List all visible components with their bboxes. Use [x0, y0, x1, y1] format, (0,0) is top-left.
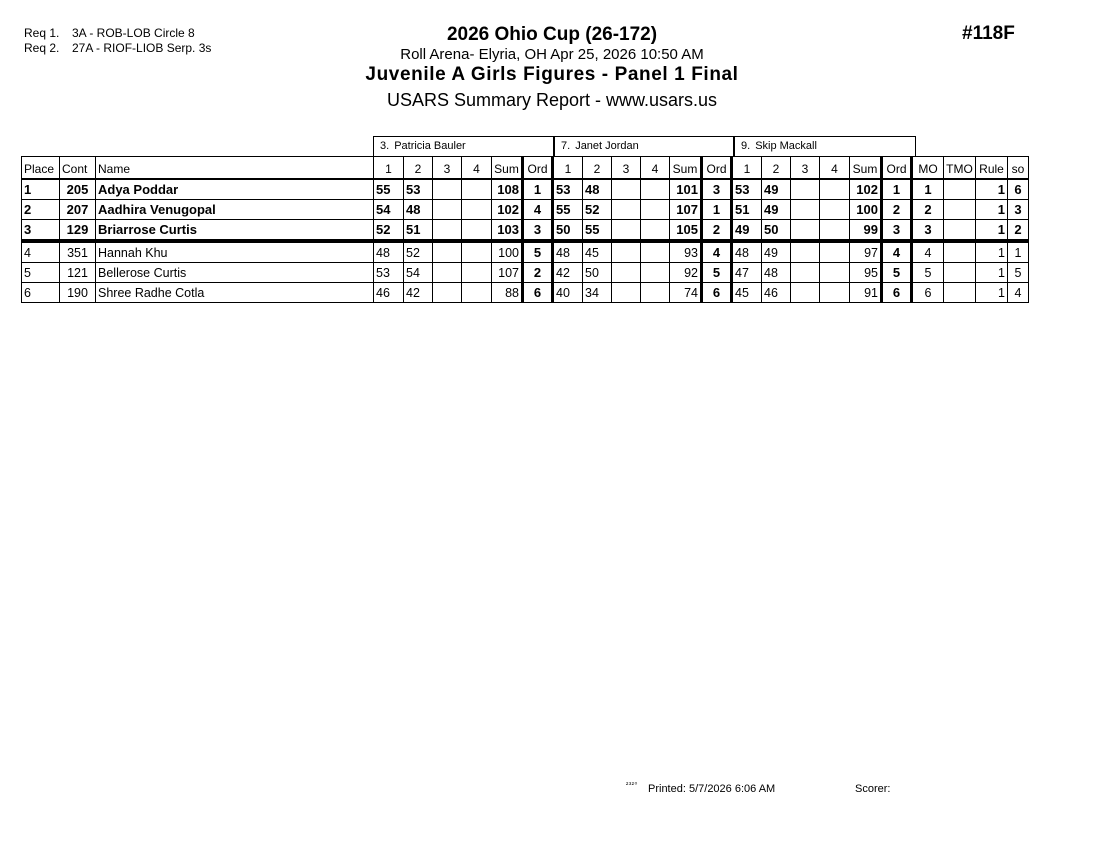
place-cell: 1	[22, 179, 60, 200]
col-j2-score1: 1	[553, 157, 583, 180]
judge2-sum-cell: 93	[670, 241, 702, 263]
judge2-score4-cell	[641, 263, 670, 283]
judge2-score4-cell	[641, 179, 670, 200]
judge2-score3-cell	[612, 241, 641, 263]
scorer-label: Scorer:	[855, 783, 891, 795]
judge3-score3-cell	[791, 263, 820, 283]
judge1-score2-cell: 42	[404, 283, 433, 303]
col-rule: Rule	[976, 157, 1008, 180]
judge3-score2-cell: 48	[762, 263, 791, 283]
col-j2-ord: Ord	[702, 157, 732, 180]
judge1-sum-cell: 88	[492, 283, 523, 303]
col-j3-score3: 3	[791, 157, 820, 180]
competition-title: 2026 Ohio Cup (26-172)	[446, 24, 658, 45]
judge-name: Janet Jordan	[575, 140, 639, 152]
judge-number: 7.	[561, 140, 571, 152]
judge2-score2-cell: 34	[583, 283, 612, 303]
judge-number: 3.	[380, 140, 390, 152]
col-place: Place	[22, 157, 60, 180]
judge3-score2-cell: 49	[762, 200, 791, 220]
col-j3-score4: 4	[820, 157, 850, 180]
judge1-score2-cell: 52	[404, 241, 433, 263]
judge3-score1-cell: 45	[732, 283, 762, 303]
mo-cell: 5	[912, 263, 944, 283]
judge3-ord-cell: 6	[882, 283, 912, 303]
judge1-sum-cell: 100	[492, 241, 523, 263]
col-j3-sum: Sum	[850, 157, 882, 180]
event-number: #118F	[962, 23, 1015, 44]
col-j2-score4: 4	[641, 157, 670, 180]
name-cell: Hannah Khu	[96, 241, 374, 263]
judge1-score1-cell: 55	[374, 179, 404, 200]
judge2-ord-cell: 5	[702, 263, 732, 283]
judge1-sum-cell: 108	[492, 179, 523, 200]
judge1-ord-cell: 1	[523, 179, 553, 200]
venue-line: Roll Arena- Elyria, OH Apr 25, 2026 10:50 AM	[400, 46, 704, 63]
judge3-ord-cell: 5	[882, 263, 912, 283]
col-j1-score4: 4	[462, 157, 492, 180]
tmo-cell	[944, 179, 976, 200]
judge2-score2-cell: 55	[583, 220, 612, 242]
judge1-score2-cell: 51	[404, 220, 433, 242]
judge2-score1-cell: 50	[553, 220, 583, 242]
judge2-score2-cell: 50	[583, 263, 612, 283]
judge3-ord-cell: 2	[882, 200, 912, 220]
report-title: USARS Summary Report - www.usars.us	[386, 90, 718, 110]
requirement-number: Req 1.	[24, 26, 60, 40]
col-name: Name	[96, 157, 374, 180]
place-cell: 5	[22, 263, 60, 283]
judge3-score2-cell: 50	[762, 220, 791, 242]
so-cell: 6	[1008, 179, 1029, 200]
judge1-score2-cell: 48	[404, 200, 433, 220]
judge3-score2-cell: 49	[762, 179, 791, 200]
rule-cell: 1	[976, 283, 1008, 303]
judge3-score3-cell	[791, 179, 820, 200]
judge2-ord-cell: 2	[702, 220, 732, 242]
judge-header-3	[734, 136, 916, 156]
results-table	[21, 156, 1029, 303]
judge2-score4-cell	[641, 200, 670, 220]
judge2-score4-cell	[641, 283, 670, 303]
judge1-score4-cell	[462, 200, 492, 220]
col-mo: MO	[912, 157, 944, 180]
judge1-sum-cell: 102	[492, 200, 523, 220]
mo-cell: 6	[912, 283, 944, 303]
col-j2-score3: 3	[612, 157, 641, 180]
cont-cell: 190	[60, 283, 96, 303]
mo-cell: 4	[912, 241, 944, 263]
rule-cell: 1	[976, 263, 1008, 283]
judge-number: 9.	[741, 140, 751, 152]
judge1-ord-cell: 4	[523, 200, 553, 220]
table-row	[22, 263, 1029, 283]
requirement-text: 27A - RIOF-LIOB Serp. 3s	[72, 41, 212, 55]
judge2-ord-cell: 6	[702, 283, 732, 303]
judge3-ord-cell: 3	[882, 220, 912, 242]
judge1-score1-cell: 54	[374, 200, 404, 220]
judge1-score4-cell	[462, 179, 492, 200]
judge3-score2-cell: 46	[762, 283, 791, 303]
judge3-score3-cell	[791, 220, 820, 242]
col-j1-sum: Sum	[492, 157, 523, 180]
col-j3-score1: 1	[732, 157, 762, 180]
judge3-score3-cell	[791, 200, 820, 220]
judge1-score4-cell	[462, 263, 492, 283]
rule-cell: 1	[976, 200, 1008, 220]
judge2-ord-cell: 4	[702, 241, 732, 263]
judge1-sum-cell: 103	[492, 220, 523, 242]
judge3-score3-cell	[791, 283, 820, 303]
judge3-score1-cell: 48	[732, 241, 762, 263]
cont-cell: 129	[60, 220, 96, 242]
judge1-score1-cell: 46	[374, 283, 404, 303]
judge3-score4-cell	[820, 220, 850, 242]
judge3-score4-cell	[820, 283, 850, 303]
so-cell: 5	[1008, 263, 1029, 283]
table-row	[22, 200, 1029, 220]
judge2-score3-cell	[612, 263, 641, 283]
judge3-score4-cell	[820, 179, 850, 200]
place-cell: 6	[22, 283, 60, 303]
judge1-score3-cell	[433, 263, 462, 283]
judge2-score3-cell	[612, 283, 641, 303]
judge3-score1-cell: 47	[732, 263, 762, 283]
judge1-score3-cell	[433, 200, 462, 220]
col-j2-sum: Sum	[670, 157, 702, 180]
name-cell: Aadhira Venugopal	[96, 200, 374, 220]
judge2-score1-cell: 53	[553, 179, 583, 200]
judge2-score3-cell	[612, 179, 641, 200]
judge2-sum-cell: 101	[670, 179, 702, 200]
report-code: ²³²⁰	[626, 782, 638, 789]
judge-header-2	[554, 136, 734, 156]
judge1-score2-cell: 53	[404, 179, 433, 200]
judge2-score1-cell: 48	[553, 241, 583, 263]
col-tmo: TMO	[944, 157, 976, 180]
col-j2-score2: 2	[583, 157, 612, 180]
judge2-sum-cell: 74	[670, 283, 702, 303]
judge1-score1-cell: 48	[374, 241, 404, 263]
so-cell: 2	[1008, 220, 1029, 242]
judge2-score2-cell: 52	[583, 200, 612, 220]
rule-cell: 1	[976, 179, 1008, 200]
judge1-sum-cell: 107	[492, 263, 523, 283]
tmo-cell	[944, 200, 976, 220]
judge2-score4-cell	[641, 220, 670, 242]
judge2-sum-cell: 105	[670, 220, 702, 242]
judge1-score3-cell	[433, 220, 462, 242]
judge1-score2-cell: 54	[404, 263, 433, 283]
table-row	[22, 220, 1029, 242]
judge2-score4-cell	[641, 241, 670, 263]
cont-cell: 205	[60, 179, 96, 200]
table-row	[22, 179, 1029, 200]
requirement-number: Req 2.	[24, 41, 60, 55]
judge3-score4-cell	[820, 200, 850, 220]
judge2-ord-cell: 1	[702, 200, 732, 220]
judge3-score3-cell	[791, 241, 820, 263]
cont-cell: 121	[60, 263, 96, 283]
name-cell: Briarrose Curtis	[96, 220, 374, 242]
cont-cell: 351	[60, 241, 96, 263]
table-row	[22, 241, 1029, 263]
judge2-score1-cell: 55	[553, 200, 583, 220]
judge1-score3-cell	[433, 283, 462, 303]
col-j1-score1: 1	[374, 157, 404, 180]
judge3-score4-cell	[820, 263, 850, 283]
judge-header-1	[373, 136, 554, 156]
table-row	[22, 283, 1029, 303]
judge2-sum-cell: 92	[670, 263, 702, 283]
tmo-cell	[944, 283, 976, 303]
judge2-sum-cell: 107	[670, 200, 702, 220]
judge1-score4-cell	[462, 283, 492, 303]
col-j3-score2: 2	[762, 157, 791, 180]
judge-name: Patricia Bauler	[394, 140, 466, 152]
judge2-ord-cell: 3	[702, 179, 732, 200]
judge1-score4-cell	[462, 220, 492, 242]
name-cell: Adya Poddar	[96, 179, 374, 200]
judge2-score3-cell	[612, 200, 641, 220]
col-j1-ord: Ord	[523, 157, 553, 180]
judge1-score4-cell	[462, 241, 492, 263]
so-cell: 3	[1008, 200, 1029, 220]
place-cell: 4	[22, 241, 60, 263]
judge3-score1-cell: 49	[732, 220, 762, 242]
tmo-cell	[944, 220, 976, 242]
judge1-ord-cell: 5	[523, 241, 553, 263]
judge3-ord-cell: 4	[882, 241, 912, 263]
name-cell: Bellerose Curtis	[96, 263, 374, 283]
requirement-text: 3A - ROB-LOB Circle 8	[72, 26, 195, 40]
judge1-score3-cell	[433, 179, 462, 200]
tmo-cell	[944, 241, 976, 263]
rule-cell: 1	[976, 220, 1008, 242]
col-j1-score3: 3	[433, 157, 462, 180]
judge3-score1-cell: 51	[732, 200, 762, 220]
col-cont: Cont	[60, 157, 96, 180]
cont-cell: 207	[60, 200, 96, 220]
column-header-row	[22, 157, 1029, 180]
judge3-sum-cell: 102	[850, 179, 882, 200]
rule-cell: 1	[976, 241, 1008, 263]
judge3-score1-cell: 53	[732, 179, 762, 200]
place-cell: 3	[22, 220, 60, 242]
col-j3-ord: Ord	[882, 157, 912, 180]
mo-cell: 2	[912, 200, 944, 220]
place-cell: 2	[22, 200, 60, 220]
judge2-score3-cell	[612, 220, 641, 242]
judge2-score2-cell: 48	[583, 179, 612, 200]
mo-cell: 1	[912, 179, 944, 200]
judge2-score1-cell: 40	[553, 283, 583, 303]
judge3-sum-cell: 99	[850, 220, 882, 242]
printed-timestamp: Printed: 5/7/2026 6:06 AM	[648, 783, 776, 795]
judge1-ord-cell: 6	[523, 283, 553, 303]
judge1-ord-cell: 2	[523, 263, 553, 283]
judge3-score2-cell: 49	[762, 241, 791, 263]
mo-cell: 3	[912, 220, 944, 242]
judge3-sum-cell: 91	[850, 283, 882, 303]
judge3-sum-cell: 95	[850, 263, 882, 283]
judge3-sum-cell: 97	[850, 241, 882, 263]
judge2-score2-cell: 45	[583, 241, 612, 263]
judge1-ord-cell: 3	[523, 220, 553, 242]
col-j1-score2: 2	[404, 157, 433, 180]
event-title: Juvenile A Girls Figures - Panel 1 Final	[365, 64, 739, 85]
col-so: so	[1008, 157, 1029, 180]
judge-name: Skip Mackall	[755, 140, 817, 152]
judge2-score1-cell: 42	[553, 263, 583, 283]
name-cell: Shree Radhe Cotla	[96, 283, 374, 303]
judge1-score1-cell: 53	[374, 263, 404, 283]
judge3-score4-cell	[820, 241, 850, 263]
so-cell: 4	[1008, 283, 1029, 303]
so-cell: 1	[1008, 241, 1029, 263]
judge3-ord-cell: 1	[882, 179, 912, 200]
judge1-score1-cell: 52	[374, 220, 404, 242]
judge1-score3-cell	[433, 241, 462, 263]
judge3-sum-cell: 100	[850, 200, 882, 220]
tmo-cell	[944, 263, 976, 283]
